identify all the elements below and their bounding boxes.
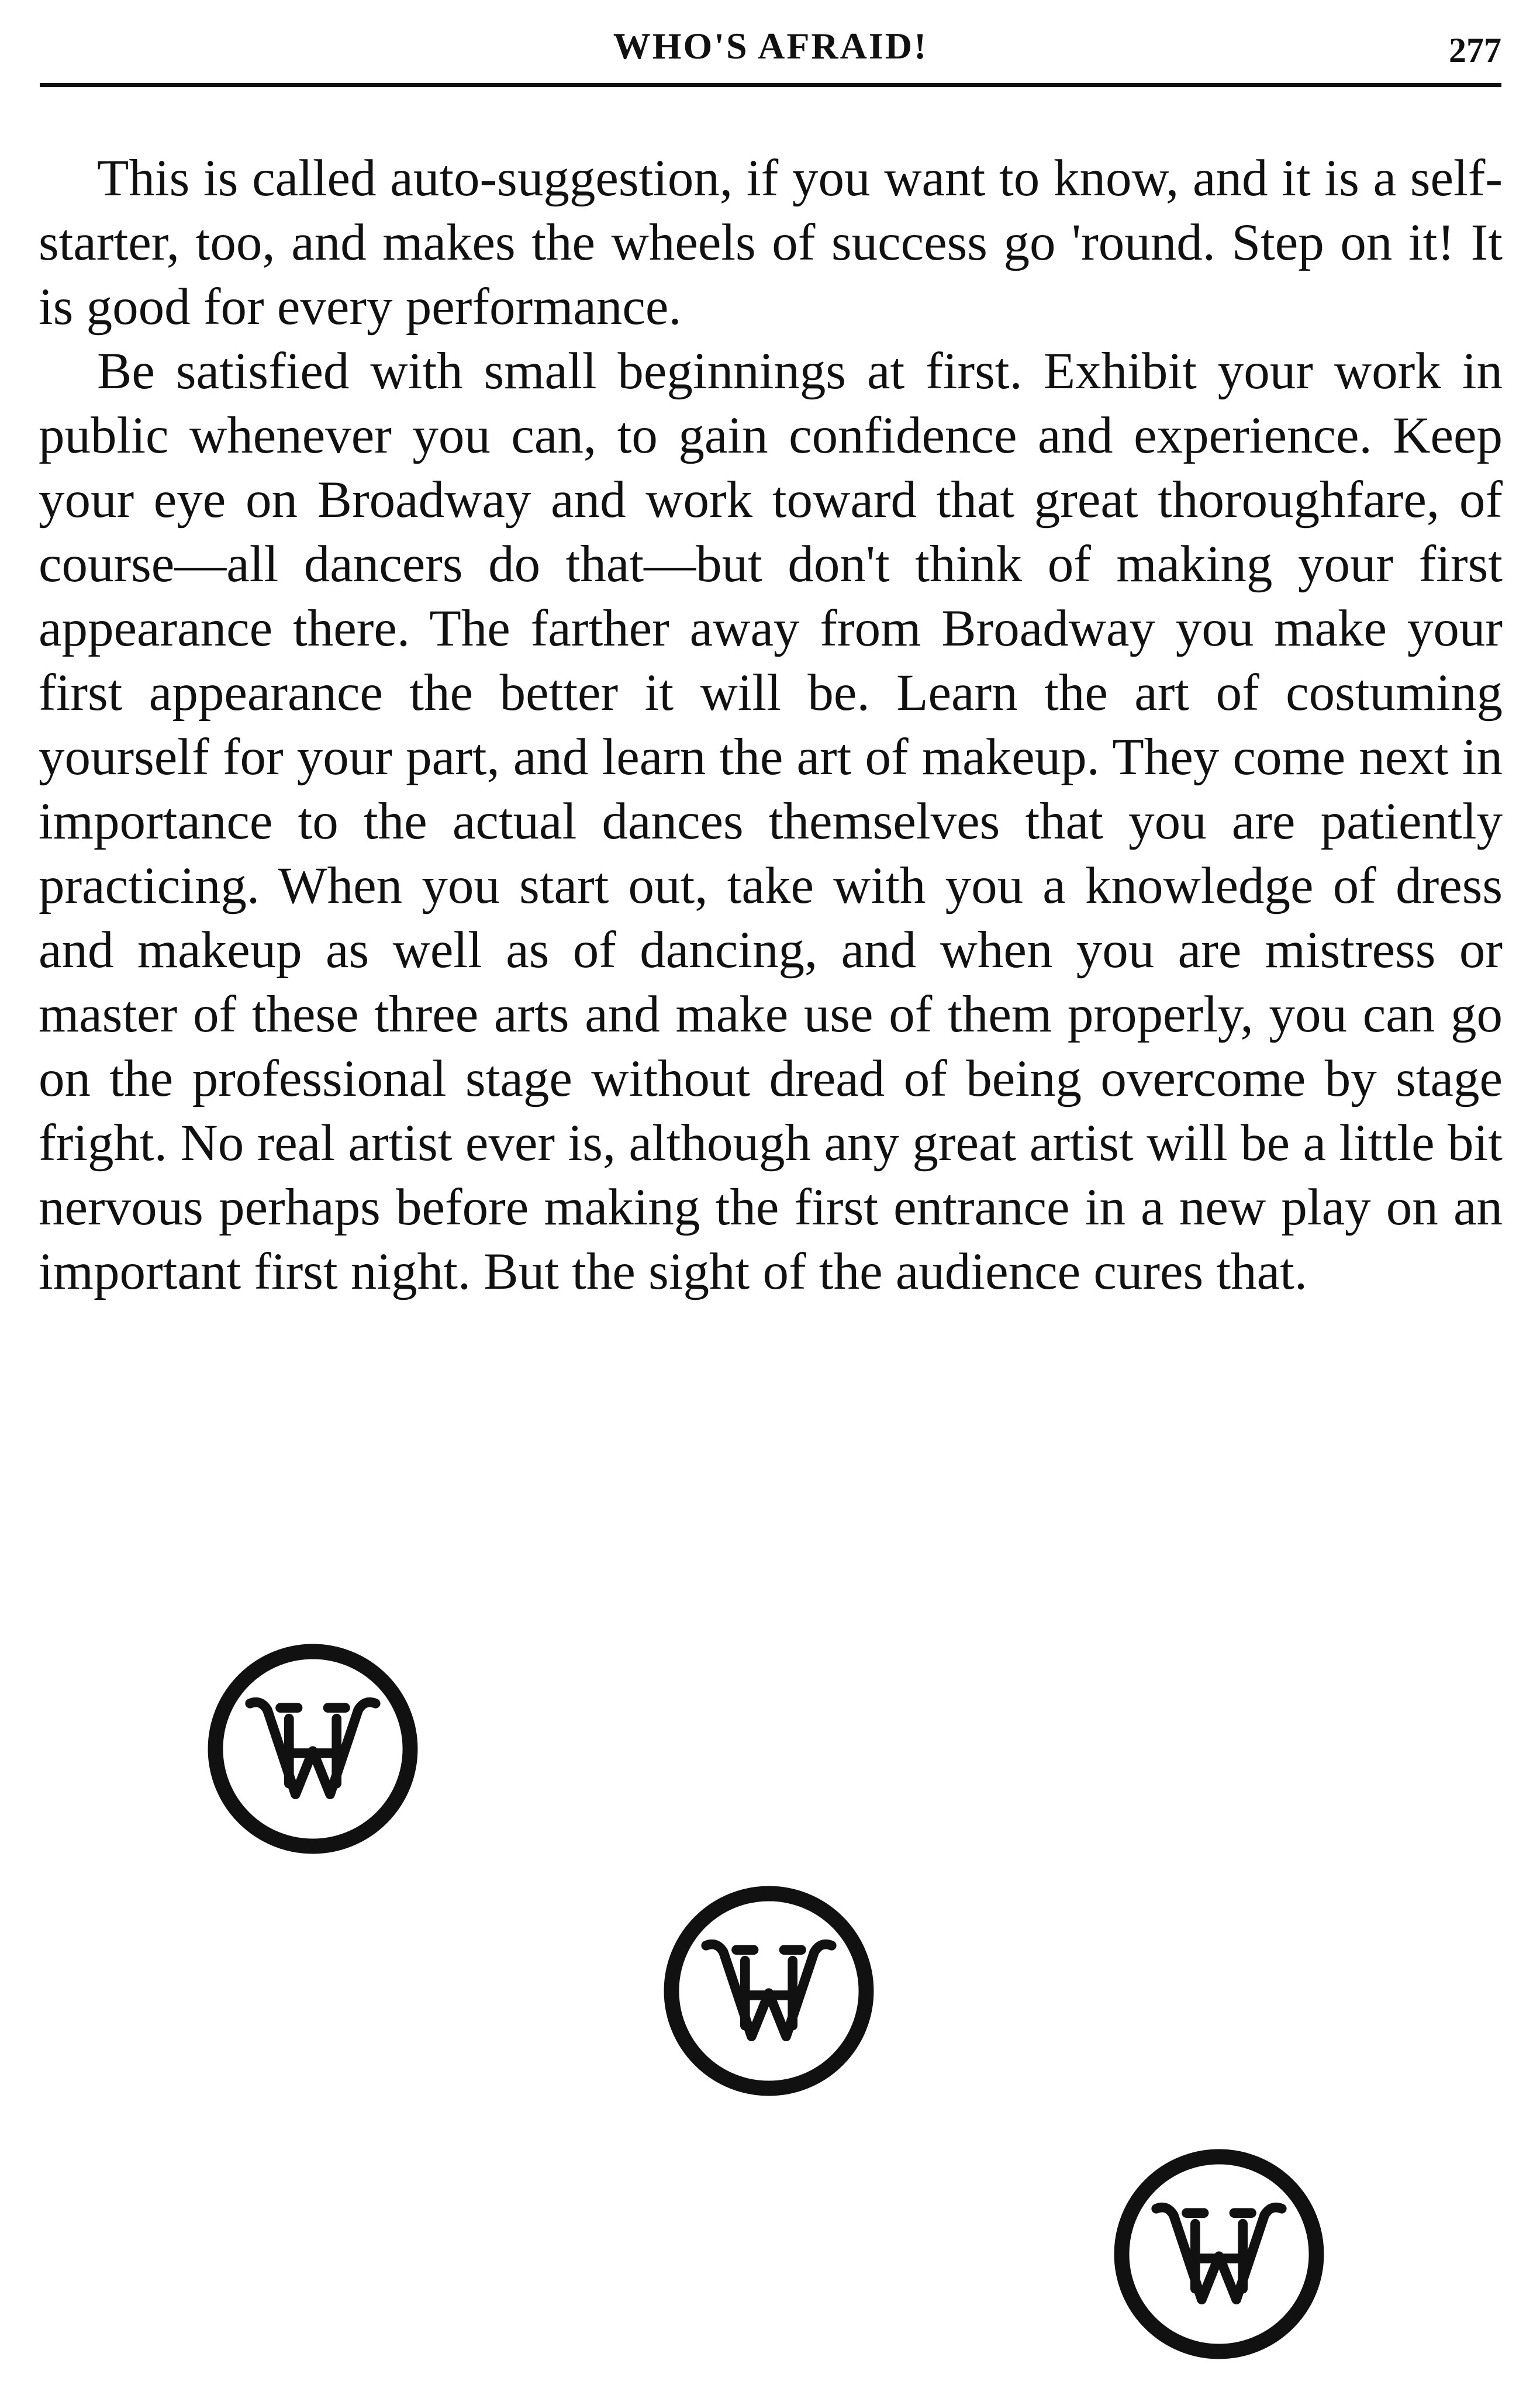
header-rule [40, 83, 1501, 87]
running-head [40, 18, 1501, 88]
wh-monogram-icon [1111, 2146, 1327, 2362]
running-title: WHO'S AFRAID! [613, 25, 928, 67]
body-text [39, 146, 1503, 1304]
paragraph-auto-suggestion: This is called auto-suggestion, if you want to know, and it is a self-starter, too, and makes the wheels of success go 'round. Step on it! It is good for every performance. [39, 150, 1503, 336]
wh-monogram-icon [661, 1883, 877, 2099]
paragraph-small-beginnings: Be satisfied with small beginnings at first. Exhibit your work in public whenever you can, to gain confidence and experience. Keep your eye on Broadway and work toward that great thoroughfare, of course—all dancers do that—but don't think of making your first appearance there. The farther away from Broadway you make your first appearance the better it will be. Learn the art of costuming yourself for your part, and learn the art of makeup. They come next in importance to the actual dances themselves that you are patiently practicing. When you start out, take with you a knowledge of dress and makeup as well as of dancing, and when you are mistress or master of these three arts and make use of them properly, you can go on the professional stage without dread of being overcome by stage fright. No real artist ever is, although any great artist will be a little bit nervous perhaps before making the first entrance in a new play on an important first night. But the sight of the audience cures that. [39, 343, 1503, 1300]
wh-monogram-icon [205, 1641, 421, 1857]
page-number: 277 [1449, 31, 1501, 70]
